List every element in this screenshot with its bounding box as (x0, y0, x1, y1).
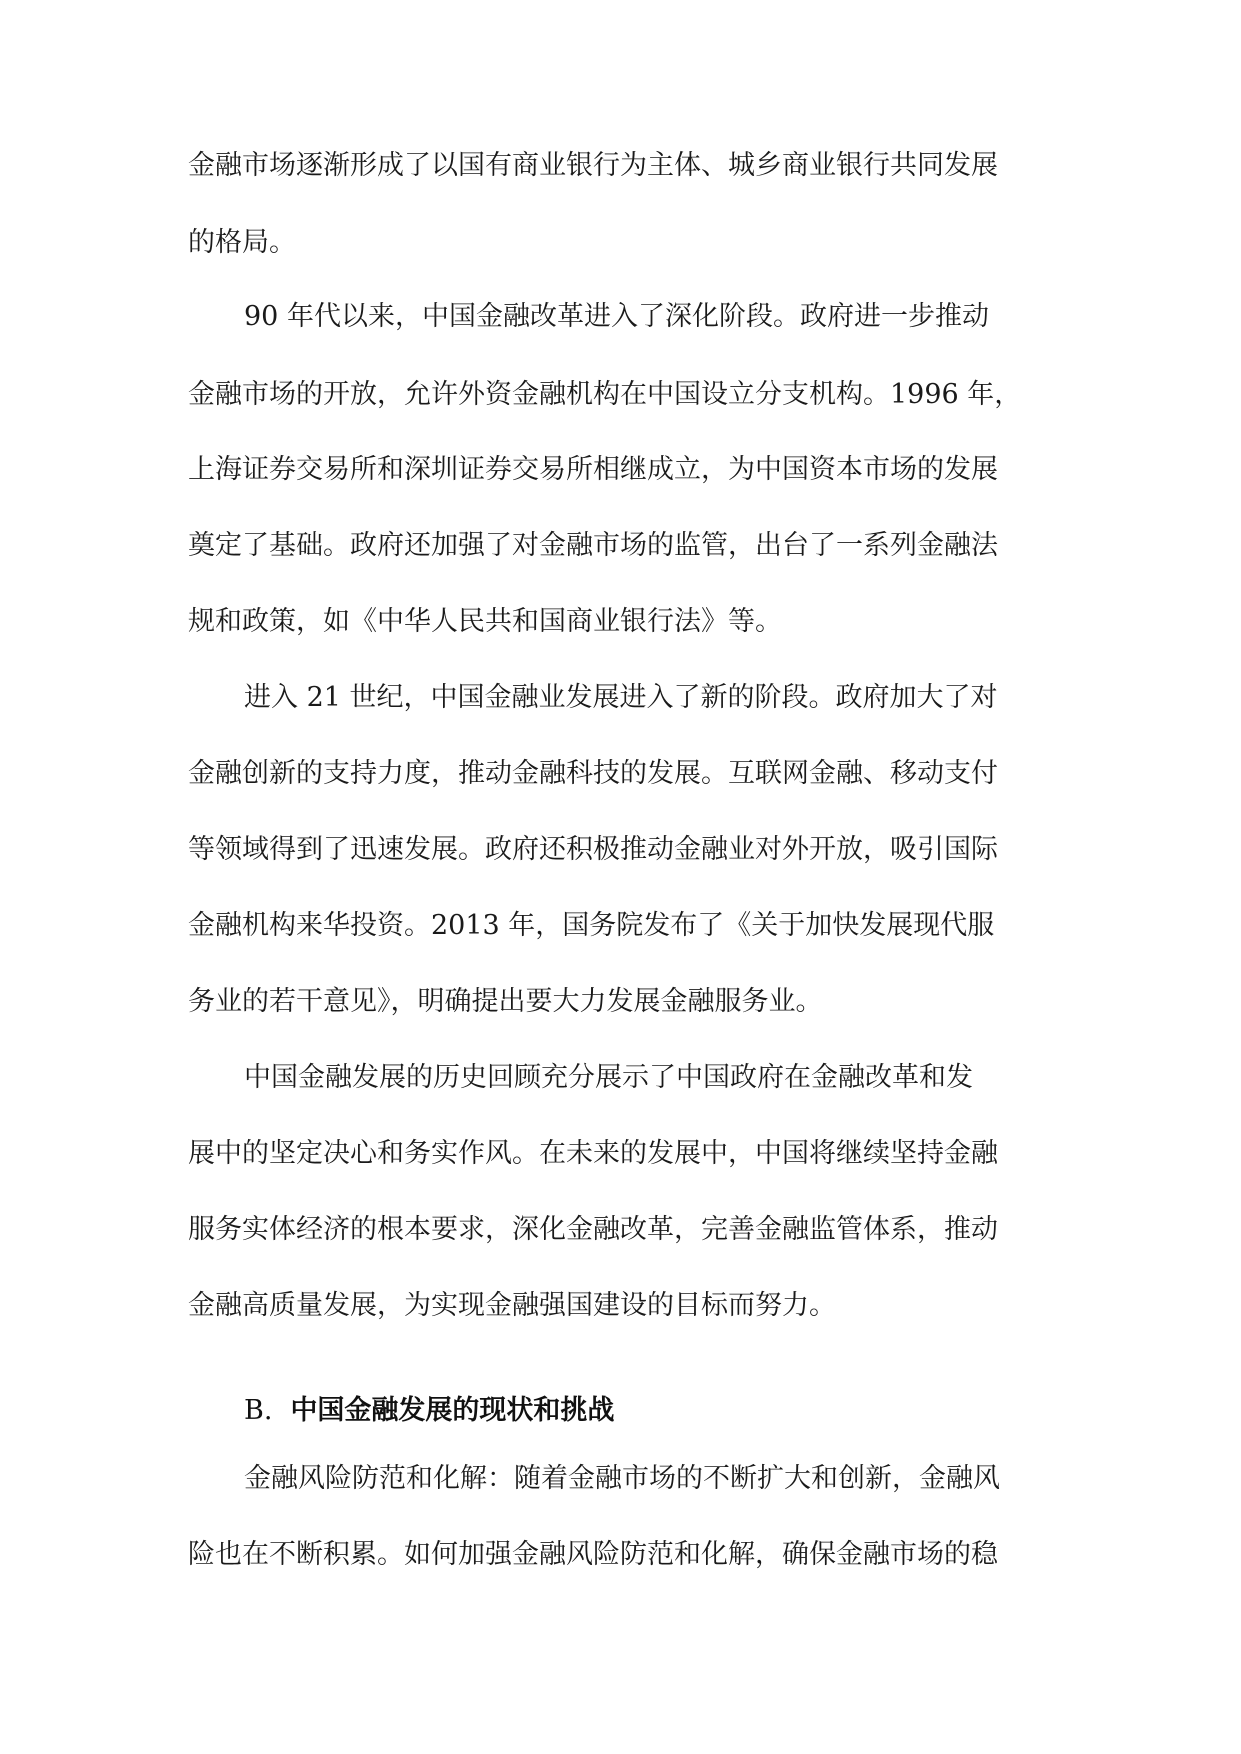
text-line: 金融风险防范和化解：随着金融市场的不断扩大和创新，金融风 (244, 1463, 1000, 1494)
text-line: 金融高质量发展，为实现金融强国建设的目标而努力。 (188, 1290, 836, 1321)
section-heading (244, 1388, 614, 1427)
text-line: 进入 21 世纪，中国金融业发展进入了新的阶段。政府加大了对 (244, 682, 998, 713)
text-line: 等领域得到了迅速发展。政府还积极推动金融业对外开放，吸引国际 (188, 834, 998, 865)
text-line: 90 年代以来，中国金融改革进入了深化阶段。政府进一步推动 (244, 301, 989, 332)
text-line: 服务实体经济的根本要求，深化金融改革，完善金融监管体系，推动 (188, 1214, 998, 1245)
text-line: 金融市场逐渐形成了以国有商业银行为主体、城乡商业银行共同发展 (188, 150, 998, 181)
text-line: 险也在不断积累。如何加强金融风险防范和化解，确保金融市场的稳 (188, 1539, 998, 1570)
text-line: 规和政策，如《中华人民共和国商业银行法》等。 (188, 606, 782, 637)
text-line: 金融机构来华投资。2013 年，国务院发布了《关于加快发展现代服 (188, 910, 995, 941)
text-line: 中国金融发展的历史回顾充分展示了中国政府在金融改革和发 (244, 1062, 973, 1093)
text-line: 务业的若干意见》，明确提出要大力发展金融服务业。 (188, 986, 823, 1017)
text-line: 的格局。 (188, 227, 296, 258)
text-line: 金融创新的支持力度，推动金融科技的发展。互联网金融、移动支付 (188, 758, 998, 789)
section-title: 中国金融发展的现状和挑战 (290, 1395, 615, 1426)
text-line: 金融市场的开放，允许外资金融机构在中国设立分支机构。1996 年， (188, 379, 1022, 410)
text-line: 上海证券交易所和深圳证券交易所相继成立，为中国资本市场的发展 (188, 454, 998, 485)
text-line: 奠定了基础。政府还加强了对金融市场的监管，出台了一系列金融法 (188, 530, 998, 561)
text-line: 展中的坚定决心和务实作风。在未来的发展中，中国将继续坚持金融 (188, 1138, 998, 1169)
section-number: B. (244, 1395, 273, 1426)
